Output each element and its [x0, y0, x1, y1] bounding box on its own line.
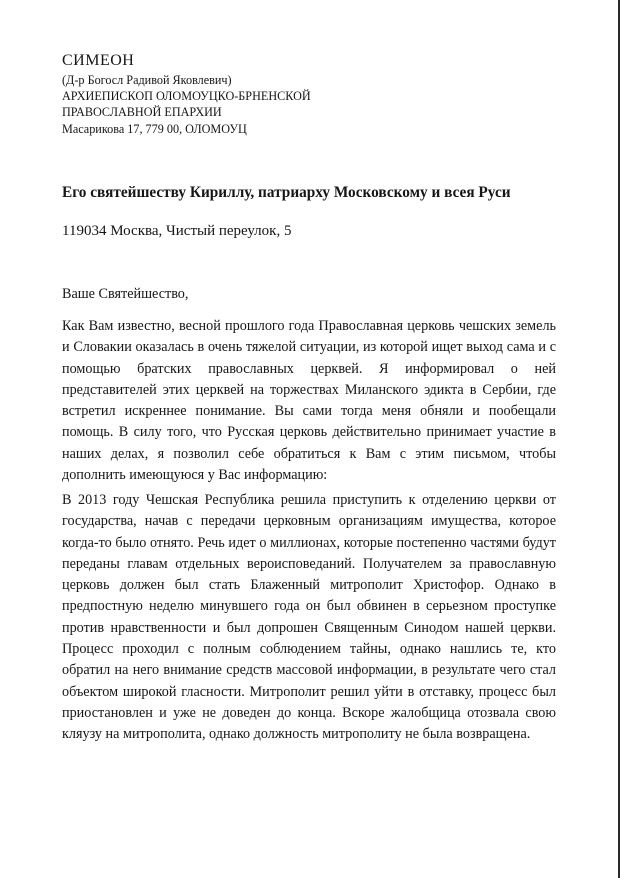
recipient-name: Его святейшеству Кириллу, патриарху Московскому и всея Руси — [62, 184, 511, 201]
recipient-address: 119034 Москва, Чистый переулок, 5 — [62, 223, 292, 239]
sender-address: Масарикова 17, 779 00, ОЛОМОУЦ — [62, 121, 247, 136]
sender-civil-name: (Д-р Богосл Радивой Яковлевич) — [62, 73, 232, 87]
sender-title-line-1: АРХИЕПИСКОП ОЛОМОУЦКО-БРНЕНСКОЙ — [62, 89, 311, 104]
sender-name: СИМЕОН — [62, 52, 135, 69]
body-paragraph-1: Как Вам известно, весной прошлого года Православная церковь чешских земель и Словакии оказалась в очень тяжелой ситуации, из которой ищет выход сама и с помощью братских православных церквей. Я информировал о ней представителей этих церквей на торжествах Миланского эдикта в Сербии, где встретил искреннее понимание. Вы сами тогда меня обняли и пообещали помощь. В силу того, что Русская церковь действительно принимает участие в наших делах, я позволил себе обратиться к Вам с этим письмом, чтобы дополнить имеющуюся у Вас информацию: — [62, 318, 556, 484]
sender-block — [62, 52, 382, 137]
body-paragraph-2: В 2013 году Чешская Республика решила приступить к отделению церкви от государства, начав с передачи церковным организациям имущества, которое когда-то было отнято. Речь идет о миллионах, которые постепенно частями будут переданы главам отдельных вероисповеданий. Получателем за православную церковь должен был стать Блаженный митрополит Христофор. Однако в предпостную неделю минувшего года он был обвинен в серьезном проступке против нравственности и был допрошен Священным Синодом нашей церкви. Процесс проходил с полным соблюдением тайны, однако нашлись те, кто обратил на него внимание средств массовой информации, в результате чего стал объектом широкой гласности. Митрополит решил уйти в отставку, процесс был приостановлен и уже не доведен до конца. Вскоре жалобщица отозвала свою кляузу на митрополита, однако должность митрополиту не была возвращена. — [62, 492, 556, 743]
sender-title-line-2: ПРАВОСЛАВНОЙ ЕПАРХИИ — [62, 105, 222, 120]
salutation: Ваше Святейшество, — [62, 286, 189, 302]
